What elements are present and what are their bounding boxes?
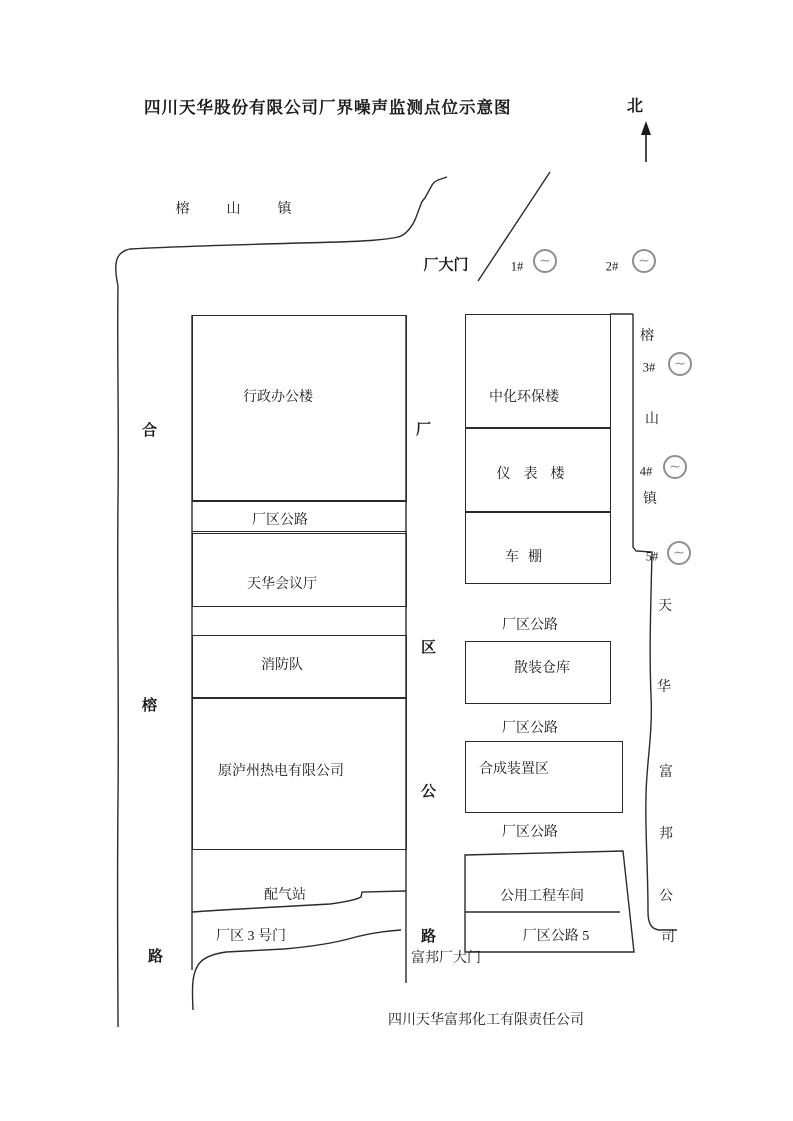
right-town-char-1: 榕 (640, 329, 654, 344)
right-company-char-5: 公 (659, 889, 673, 904)
monitoring-point-2-label: 2# (605, 259, 619, 274)
building-thermal-power-label: 原泸州热电有限公司 (218, 764, 344, 779)
building-carport-label: 车棚 (505, 550, 551, 565)
noise-wave-glyph: ∼ (674, 356, 686, 372)
building-admin-office (192, 315, 407, 501)
main-gate-label: 厂大门 (423, 257, 469, 274)
building-env-protection (465, 314, 611, 428)
factory-road-5-label: 厂区公路 5 (522, 929, 590, 944)
town-label: 榕山镇 (175, 202, 329, 217)
noise-monitoring-point-2-icon (632, 249, 656, 273)
building-conference-hall-label: 天华会议厅 (247, 577, 317, 592)
right-town-char-2: 山 (645, 412, 659, 427)
right-company-char-6: 司 (661, 930, 675, 945)
noise-monitoring-point-1-icon (533, 249, 557, 273)
noise-wave-glyph: ∼ (539, 253, 551, 269)
center-road-name-char-4: 路 (421, 929, 437, 945)
noise-wave-glyph: ∼ (673, 545, 685, 561)
noise-wave-glyph: ∼ (638, 253, 650, 269)
gate3-label: 厂区 3 号门 (216, 929, 286, 944)
factory-road-label-2: 厂区公路 (502, 721, 558, 736)
building-admin-office-label: 行政办公楼 (243, 390, 313, 405)
noise-wave-glyph: ∼ (669, 459, 681, 475)
page-title: 四川天华股份有限公司厂界噪声监测点位示意图 (144, 98, 512, 117)
monitoring-point-3-label: 3# (642, 360, 656, 375)
factory-road-label-left: 厂区公路 (252, 513, 308, 528)
factory-road-label-3: 厂区公路 (502, 825, 558, 840)
building-conference-hall (192, 533, 407, 607)
building-instrument-label: 仪表楼 (496, 467, 578, 482)
north-arrow-icon (641, 121, 651, 162)
right-company-char-4: 邦 (659, 827, 673, 842)
right-company-char-2: 华 (657, 680, 671, 695)
noise-monitoring-point-3-icon (668, 352, 692, 376)
fubang-gate-label: 富邦厂大门 (411, 951, 481, 966)
center-road-name-char-3: 公 (421, 784, 437, 800)
bottom-company-label: 四川天华富邦化工有限责任公司 (388, 1013, 584, 1028)
left-road-name-char-1: 合 (142, 423, 158, 439)
center-road-name-char-1: 厂 (416, 422, 432, 438)
right-company-char-1: 天 (658, 599, 672, 614)
building-synthesis-area (465, 741, 623, 813)
building-synthesis-area-label: 合成装置区 (479, 762, 549, 777)
building-fire-brigade-label: 消防队 (261, 658, 303, 673)
monitoring-point-1-label: 1# (510, 259, 524, 274)
building-bulk-warehouse-label: 散装仓库 (514, 661, 570, 676)
building-carport (465, 512, 611, 584)
top-road-line (116, 177, 447, 286)
monitoring-point-4-label: 4# (639, 464, 653, 479)
right-town-char-3: 镇 (643, 492, 657, 507)
monitoring-point-5-label: 5# (645, 549, 659, 564)
building-utility-workshop-label: 公用工程车间 (500, 889, 584, 904)
center-road-name-char-2: 区 (421, 640, 437, 656)
noise-monitoring-point-5-icon (667, 541, 691, 565)
left-road-name-char-2: 榕 (142, 698, 158, 714)
building-env-protection-label: 中化环保楼 (489, 390, 559, 405)
factory-road-label-1: 厂区公路 (502, 618, 558, 633)
gas-station-label: 配气站 (264, 888, 306, 903)
north-label: 北 (627, 98, 644, 115)
left-road-name-char-3: 路 (148, 949, 164, 965)
right-company-char-3: 富 (659, 765, 673, 780)
left-road-line (118, 286, 119, 1027)
noise-monitoring-point-4-icon (663, 455, 687, 479)
